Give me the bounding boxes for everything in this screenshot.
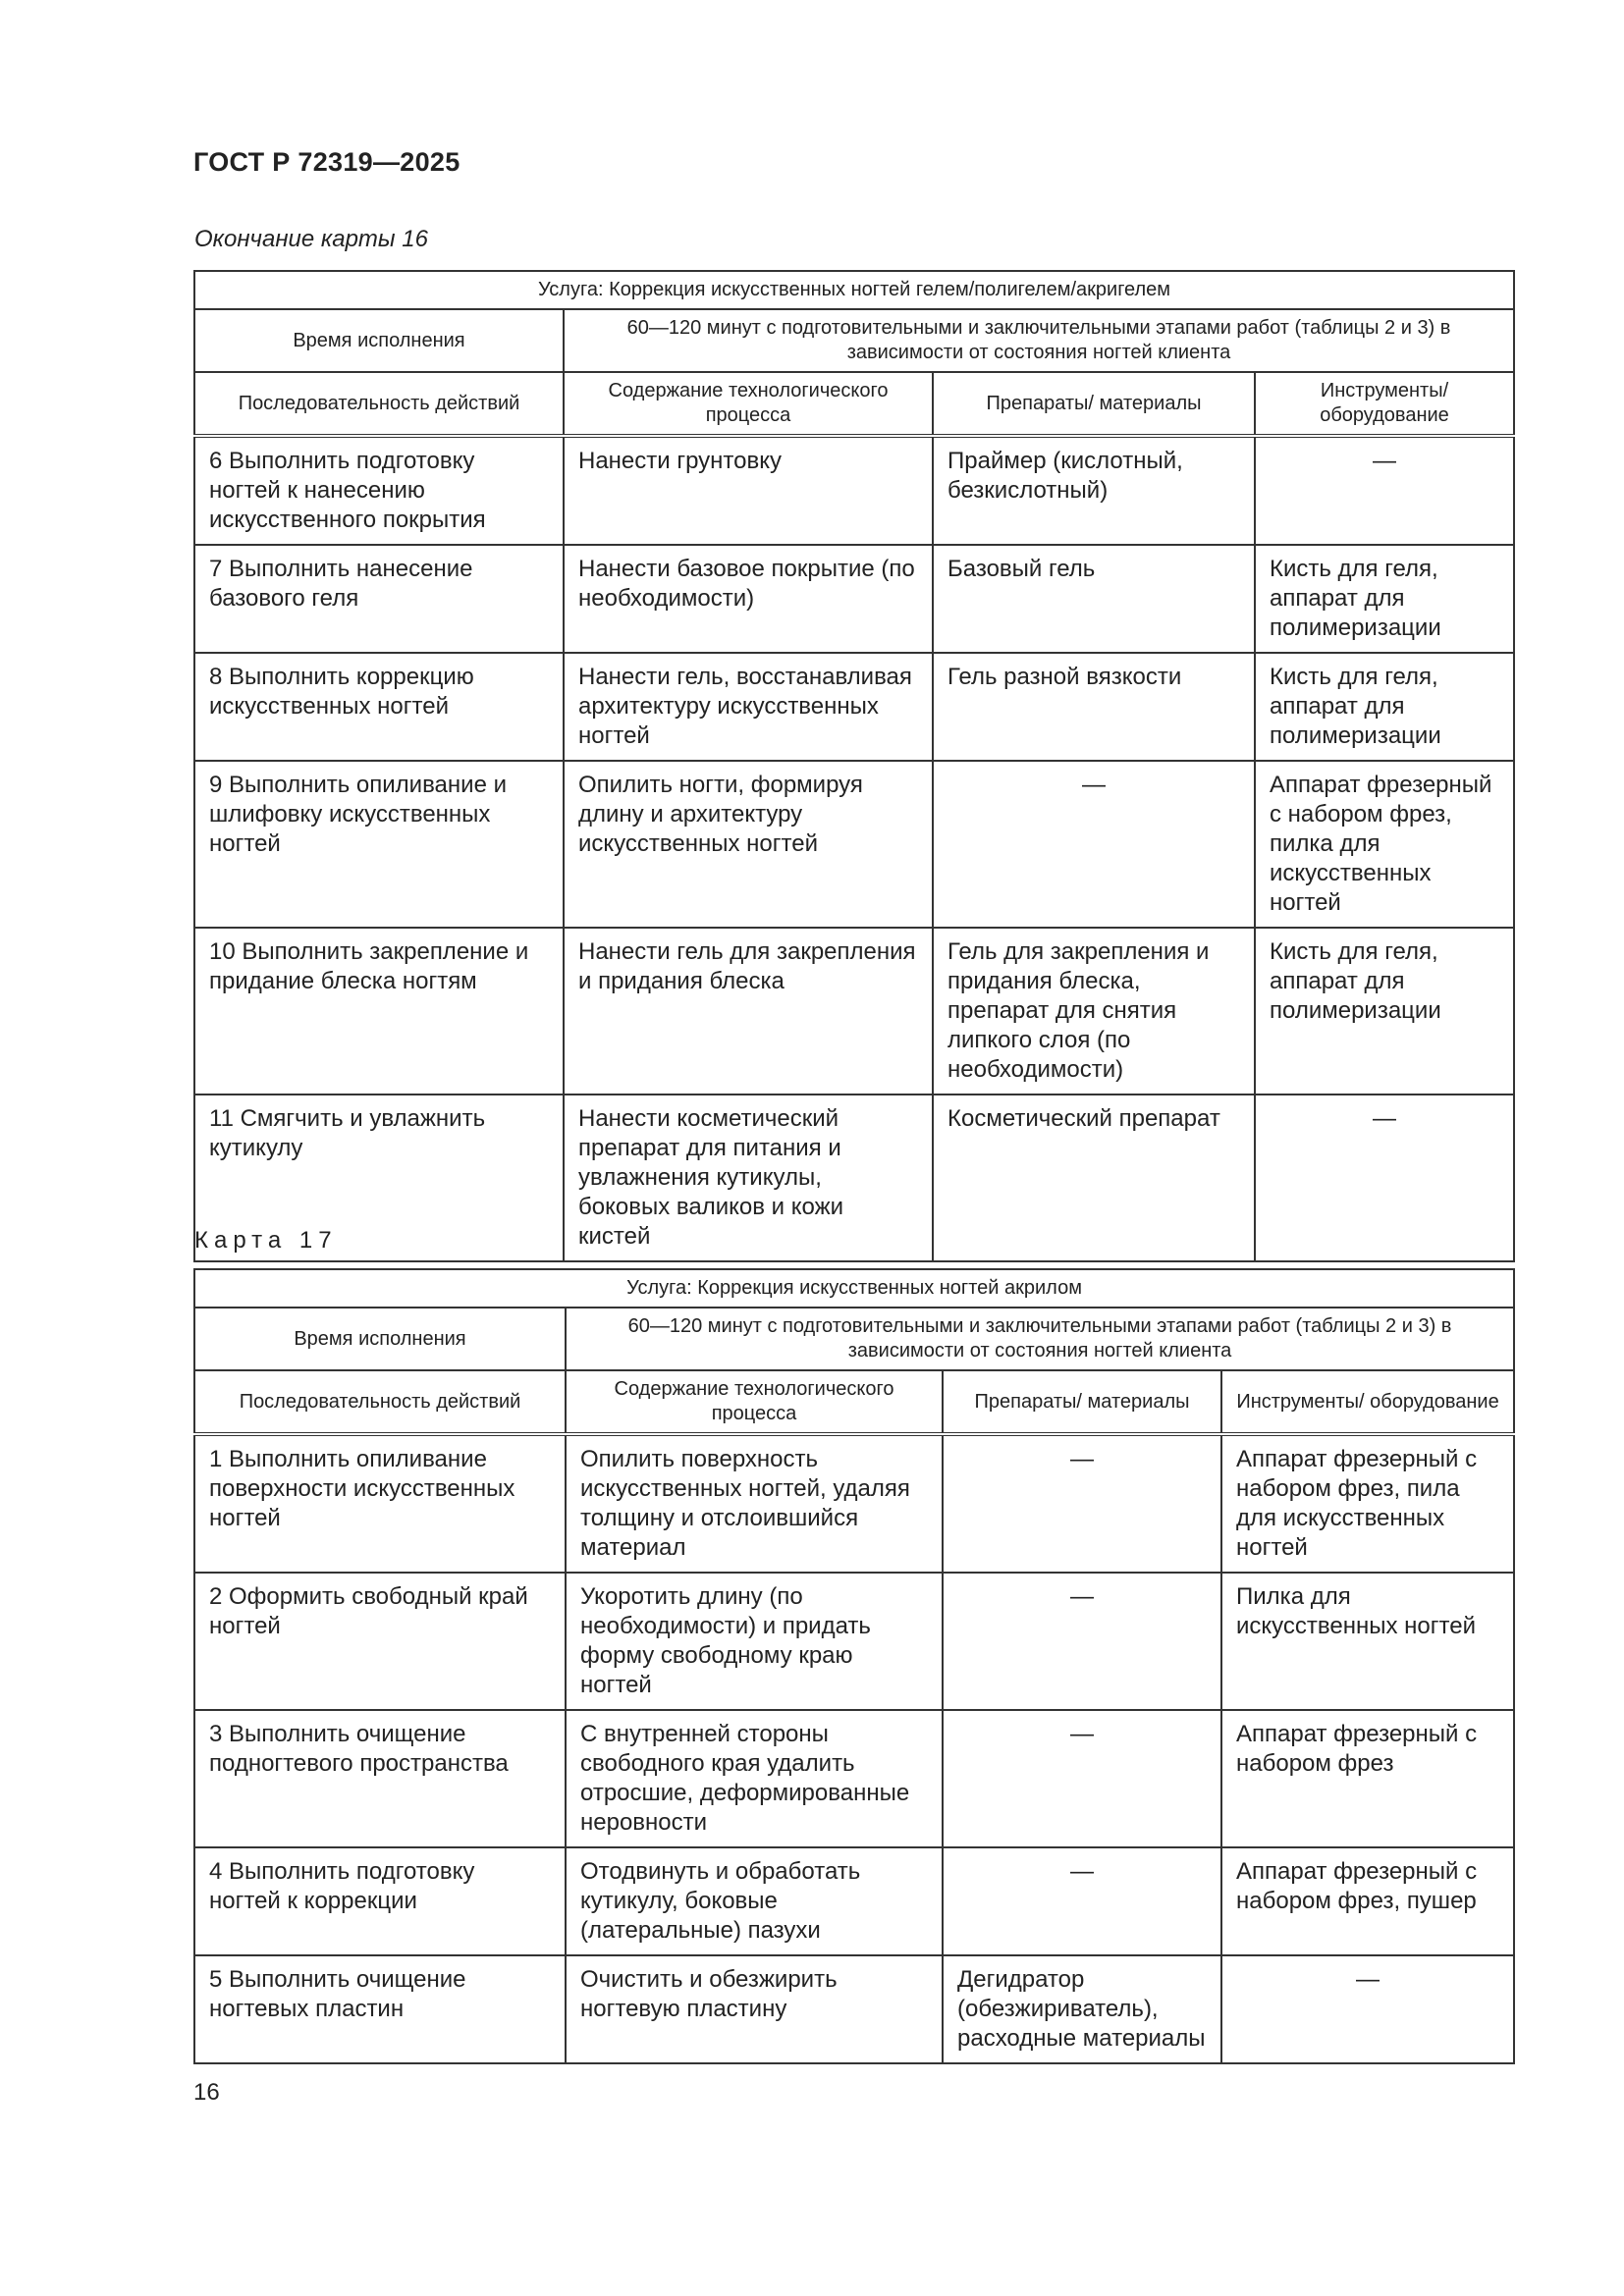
column-headers	[194, 1370, 1514, 1434]
card-17-table	[193, 1268, 1515, 2064]
process-cell: Нанести косметический препарат для питания и увлажнения кутикулы, боковых валиков и кожи кистей	[564, 1095, 933, 1261]
step-cell: 3 Выполнить очищение подногтевого пространства	[194, 1710, 566, 1847]
process-cell: Нанести гель, восстанавливая архитектуру искусственных ногтей	[564, 653, 933, 761]
card-16-caption: Окончание карты 16	[194, 226, 428, 252]
materials-cell: Гель для закрепления и придания блеска, препарат для снятия липкого слоя (по необходимости)	[933, 928, 1255, 1095]
time-row	[194, 309, 1514, 372]
process-cell: Опилить ногти, формируя длину и архитектуру искусственных ногтей	[564, 761, 933, 928]
column-header: Последовательность действий	[194, 372, 564, 436]
column-header: Инструменты/ оборудование	[1255, 372, 1514, 436]
card-17-caption: Карта 17	[194, 1227, 338, 1254]
materials-cell: —	[943, 1710, 1221, 1847]
document-title: ГОСТ Р 72319—2025	[193, 147, 460, 177]
time-label: Время исполнения	[194, 1308, 566, 1370]
column-header: Последовательность действий	[194, 1370, 566, 1434]
tools-cell: —	[1221, 1955, 1514, 2063]
time-value: 60—120 минут с подготовительными и заключительными этапами работ (таблицы 2 и 3) в зависимости от состояния ногтей клиента	[566, 1308, 1514, 1370]
tools-cell: Аппарат фрезерный с набором фрез, пушер	[1221, 1847, 1514, 1955]
process-cell: Нанести базовое покрытие (по необходимости)	[564, 545, 933, 653]
column-header: Препараты/ материалы	[943, 1370, 1221, 1434]
card-16-table	[193, 270, 1515, 1262]
tools-cell: Пилка для искусственных ногтей	[1221, 1573, 1514, 1710]
materials-cell: Дегидратор (обезжириватель), расходные материалы	[943, 1955, 1221, 2063]
tools-cell: Аппарат фрезерный с набором фрез	[1221, 1710, 1514, 1847]
service-row	[194, 271, 1514, 309]
tools-cell: Кисть для геля, аппарат для полимеризации	[1255, 653, 1514, 761]
step-cell: 2 Оформить свободный край ногтей	[194, 1573, 566, 1710]
step-cell: 8 Выполнить коррекцию искусственных ногтей	[194, 653, 564, 761]
step-cell: 10 Выполнить закрепление и придание блеска ногтям	[194, 928, 564, 1095]
step-cell: 7 Выполнить нанесение базового геля	[194, 545, 564, 653]
table-row	[194, 1710, 1514, 1847]
page-number: 16	[193, 2079, 220, 2106]
step-cell: 4 Выполнить подготовку ногтей к коррекции	[194, 1847, 566, 1955]
service-cell: Услуга: Коррекция искусственных ногтей гелем/полигелем/акригелем	[194, 271, 1514, 309]
table-row	[194, 1955, 1514, 2063]
materials-cell: Косметический препарат	[933, 1095, 1255, 1261]
step-cell: 11 Смягчить и увлажнить кутикулу	[194, 1095, 564, 1261]
table-row	[194, 545, 1514, 653]
table-row	[194, 1573, 1514, 1710]
time-label: Время исполнения	[194, 309, 564, 372]
tools-cell: Аппарат фрезерный с набором фрез, пила для искусственных ногтей	[1221, 1434, 1514, 1573]
table-row	[194, 928, 1514, 1095]
tools-cell: Аппарат фрезерный с набором фрез, пилка для искусственных ногтей	[1255, 761, 1514, 928]
process-cell: Опилить поверхность искусственных ногтей, удаляя толщину и отслоившийся материал	[566, 1434, 943, 1573]
time-value: 60—120 минут с подготовительными и заключительными этапами работ (таблицы 2 и 3) в зависимости от состояния ногтей клиента	[564, 309, 1514, 372]
column-header: Содержание технологического процесса	[566, 1370, 943, 1434]
process-cell: Укоротить длину (по необходимости) и придать форму свободному краю ногтей	[566, 1573, 943, 1710]
step-cell: 6 Выполнить подготовку ногтей к нанесению искусственного покрытия	[194, 436, 564, 545]
materials-cell: Праймер (кислотный, безкислотный)	[933, 436, 1255, 545]
process-cell: Отодвинуть и обработать кутикулу, боковые (латеральные) пазухи	[566, 1847, 943, 1955]
tools-cell: Кисть для геля, аппарат для полимеризации	[1255, 545, 1514, 653]
column-header: Содержание технологического процесса	[564, 372, 933, 436]
step-cell: 1 Выполнить опиливание поверхности искусственных ногтей	[194, 1434, 566, 1573]
tools-cell: Кисть для геля, аппарат для полимеризации	[1255, 928, 1514, 1095]
materials-cell: —	[943, 1573, 1221, 1710]
table-row	[194, 1095, 1514, 1261]
tools-cell: —	[1255, 1095, 1514, 1261]
process-cell: Нанести гель для закрепления и придания блеска	[564, 928, 933, 1095]
materials-cell: Базовый гель	[933, 545, 1255, 653]
step-cell: 9 Выполнить опиливание и шлифовку искусственных ногтей	[194, 761, 564, 928]
step-cell: 5 Выполнить очищение ногтевых пластин	[194, 1955, 566, 2063]
materials-cell: —	[943, 1847, 1221, 1955]
column-header: Инструменты/ оборудование	[1221, 1370, 1514, 1434]
process-cell: Очистить и обезжирить ногтевую пластину	[566, 1955, 943, 2063]
table-row	[194, 653, 1514, 761]
process-cell: Нанести грунтовку	[564, 436, 933, 545]
service-row	[194, 1269, 1514, 1308]
process-cell: С внутренней стороны свободного края удалить отросшие, деформированные неровности	[566, 1710, 943, 1847]
tools-cell: —	[1255, 436, 1514, 545]
table-row	[194, 436, 1514, 545]
table-row	[194, 761, 1514, 928]
column-header: Препараты/ материалы	[933, 372, 1255, 436]
time-row	[194, 1308, 1514, 1370]
service-cell: Услуга: Коррекция искусственных ногтей акрилом	[194, 1269, 1514, 1308]
column-headers	[194, 372, 1514, 436]
materials-cell: —	[933, 761, 1255, 928]
table-row	[194, 1434, 1514, 1573]
table-row	[194, 1847, 1514, 1955]
materials-cell: —	[943, 1434, 1221, 1573]
materials-cell: Гель разной вязкости	[933, 653, 1255, 761]
